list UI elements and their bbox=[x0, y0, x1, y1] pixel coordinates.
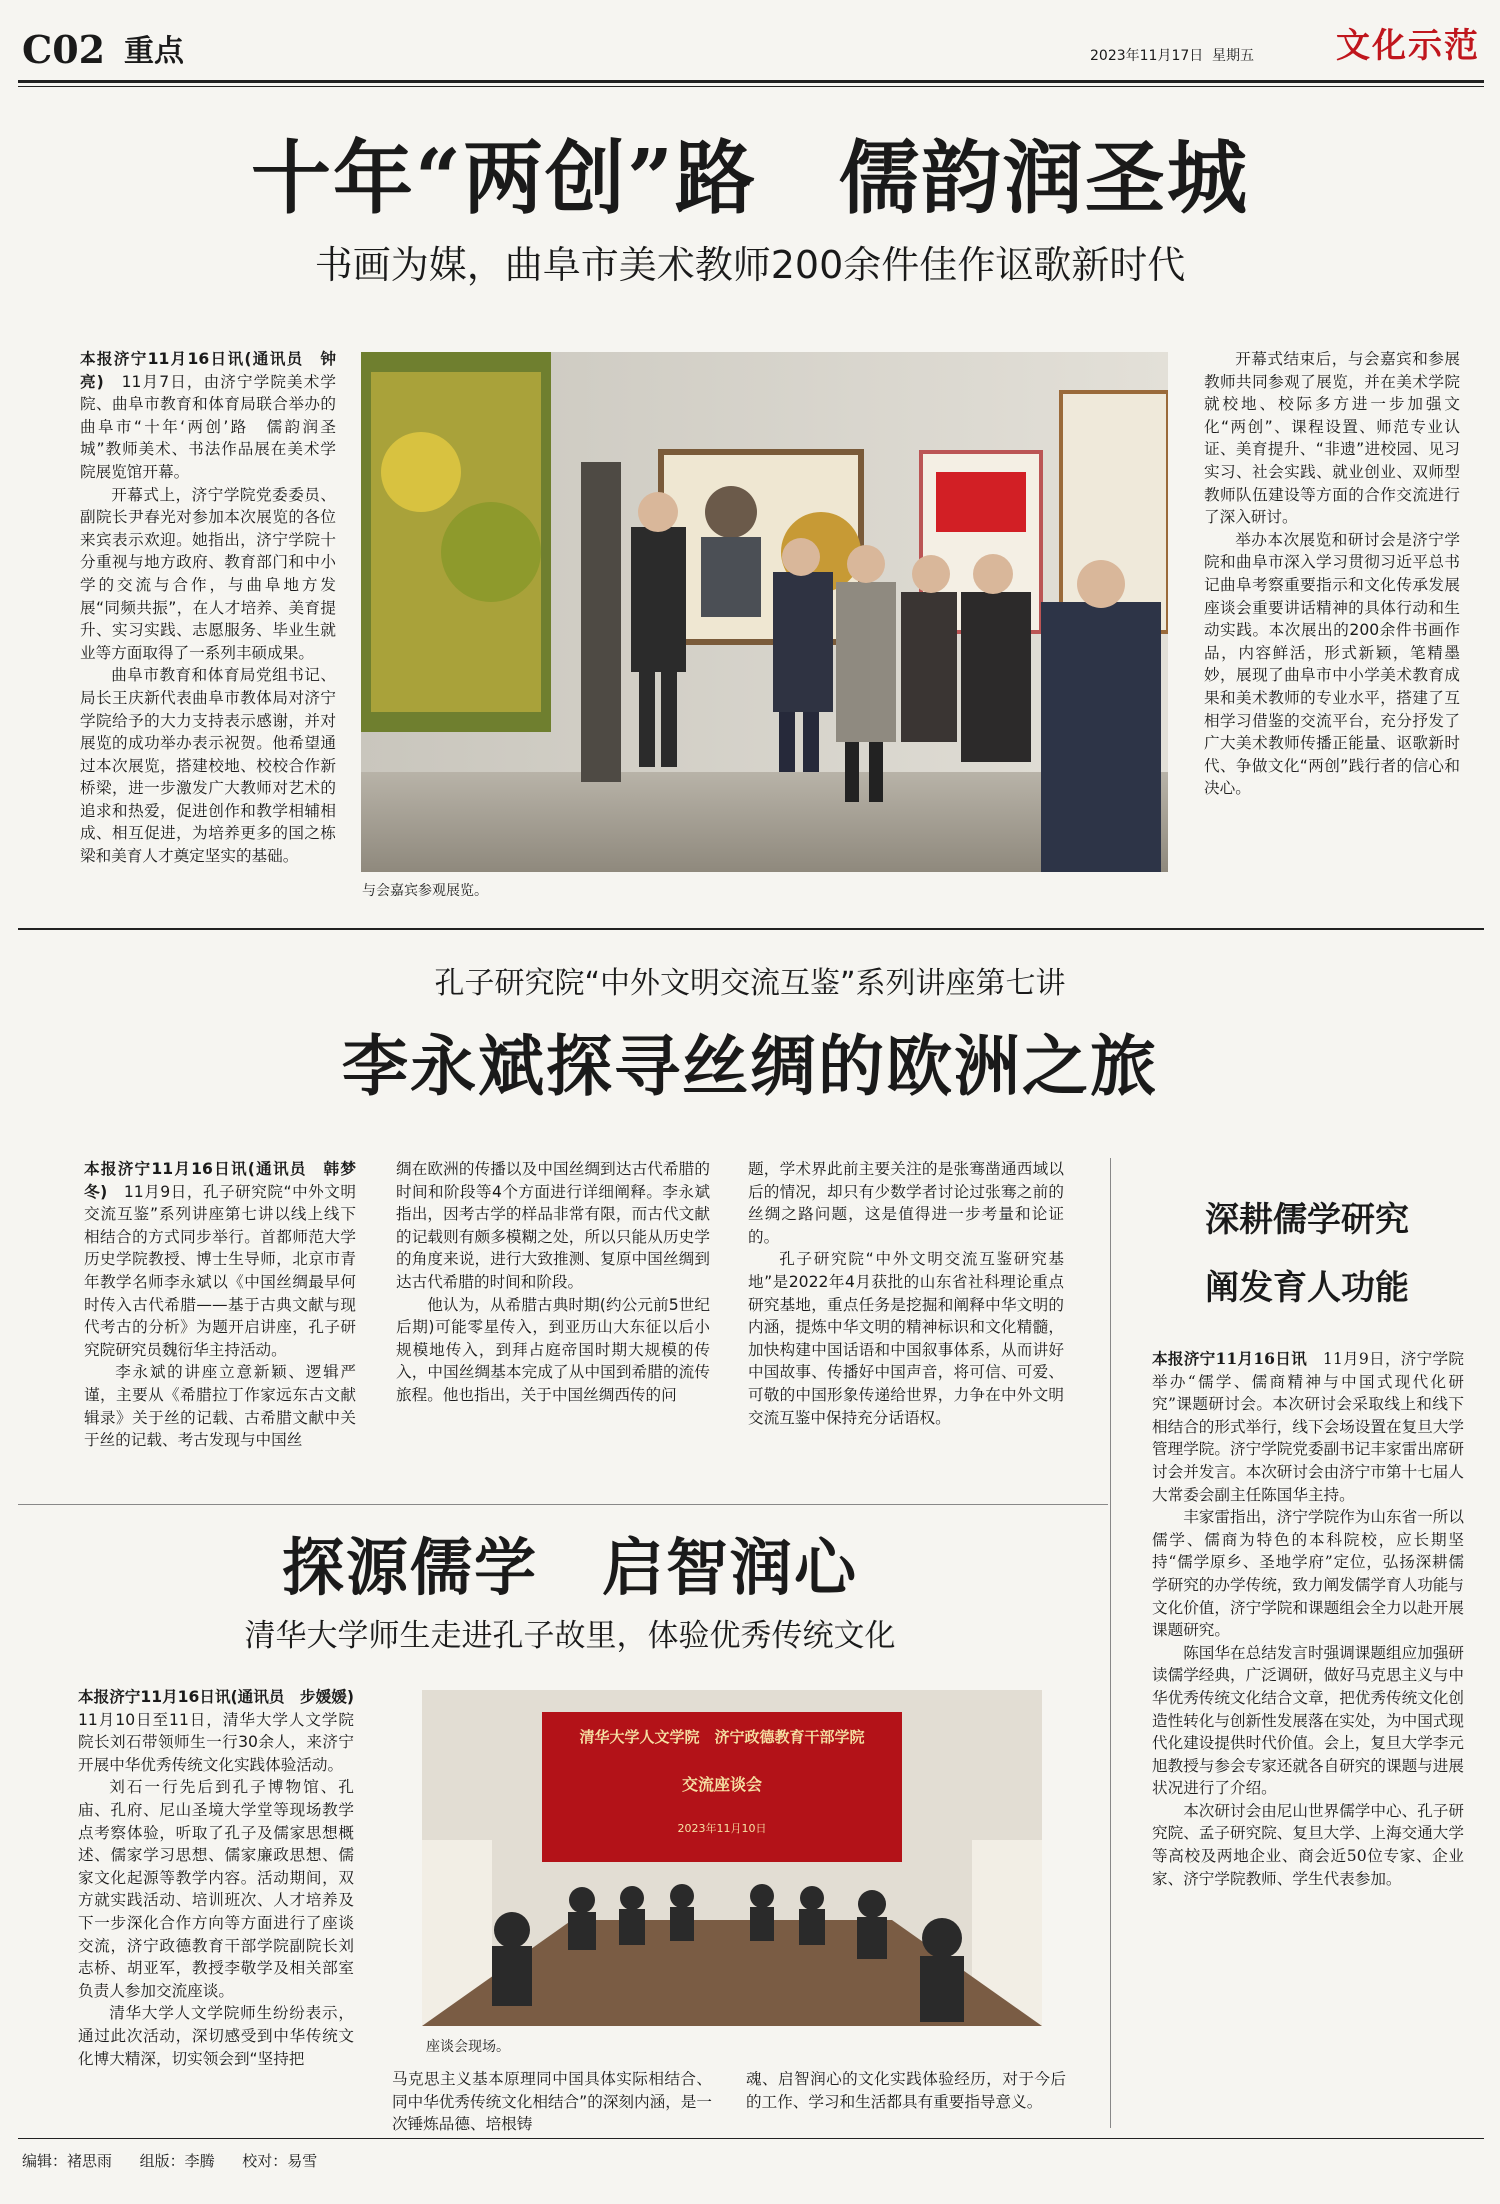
article4-headline-line1: 深耕儒学研究 bbox=[1205, 1200, 1409, 1240]
proof-label: 校对： bbox=[242, 2152, 288, 2170]
proof-name: 易雪 bbox=[287, 2152, 318, 2170]
issue-weekday: 星期五 bbox=[1212, 48, 1254, 64]
article4-paragraph: 本次研讨会由尼山世界儒学中心、孔子研究院、孟子研究院、复旦大学、上海交通大学等高校及两地企业、商会近50位专家、企业家、济宁学院教师、学生代表参加。 bbox=[1152, 1801, 1464, 1888]
page-code: C02 bbox=[22, 27, 106, 72]
article2-paragraph: 绸在欧洲的传播以及中国丝绸到达古代希腊的时间和阶段等4个方面进行详细阐释。李永斌指出，因考古学的样品非常有限，而古代文献的记载则有颇多模糊之处，所以只能从历史学的角度来说，进行大致推测、复原中国丝绸到达古代希腊的时间和阶段。 bbox=[396, 1160, 710, 1291]
issue-date: 2023年11月17日 bbox=[1090, 48, 1204, 64]
article3-col2 bbox=[392, 2068, 712, 2136]
masthead-rule bbox=[18, 80, 1484, 83]
article2-paragraph: 题，学术界此前主要关注的是张骞凿通西域以后的情况，却只有少数学者讨论过张骞之前的丝绸之路问题，这是值得进一步考量和论证的。 bbox=[748, 1160, 1064, 1246]
meeting-photo bbox=[422, 1690, 1042, 2026]
exhibition-photo-image bbox=[361, 352, 1168, 872]
article1-col3 bbox=[1204, 348, 1460, 800]
article1-paragraph: 开幕式结束后，与会嘉宾和参展教师共同参观了展览，并在美术学院就校地、校际多方进一步加强文化“两创”、课程设置、师范专业认证、美育提升、“非遗”进校园、见习实习、社会实践、就业创业、双师型教师队伍建设等方面的合作交流进行了深入研讨。 bbox=[1204, 350, 1460, 527]
editor-name: 褚思雨 bbox=[67, 2152, 113, 2170]
article3-paragraph: 本报济宁11月16日讯(通讯员 步媛媛) 11月10日至11日，清华大学人文学院院长刘石带领师生一行30余人，来济宁开展中华优秀传统文化实践体验活动。 bbox=[78, 1688, 370, 1774]
section-label: 重点 bbox=[124, 34, 184, 69]
meeting-photo-caption: 座谈会现场。 bbox=[426, 2039, 510, 2055]
article4-paragraph: 陈国华在总结发言时强调课题组应加强研读儒学经典，广泛调研，做好马克思主义与中华优秀传统文化结合文章，把优秀传统文化创造性转化与创新性发展落在实处，为中国式现代化建设提供时代价值。会上，复旦大学李元旭教授与参会专家还就各自研究的课题与进展状况进行了介绍。 bbox=[1152, 1643, 1464, 1798]
article4-headline-line2: 阐发育人功能 bbox=[1205, 1268, 1409, 1308]
article2-paragraph: 本报济宁11月16日讯(通讯员 韩梦冬) 11月9日，孔子研究院“中外文明交流互鉴”系列讲座第七讲以线上线下相结合的方式同步举行。首都师范大学历史学院教授、博士生导师，北京市青年教学名师李永斌以《中国丝绸最早何时传入古代希腊——基于古典文献与现代考古的分析》为题开启讲座，孔子研究院研究员魏衍华主持活动。 bbox=[84, 1160, 356, 1359]
article2-headline: 李永斌探寻丝绸的欧洲之旅 bbox=[342, 1027, 1158, 1105]
article2-paragraph: 他认为，从希腊古典时期(约公元前5世纪后期)可能零星传入，到亚历山大东征以后小规模地传入，到拜占庭帝国时期大规模的传入，中国丝绸基本完成了从中国到希腊的流传旅程。他也指出，关于中国丝绸西传的问 bbox=[396, 1295, 710, 1404]
exhibition-photo-caption: 与会嘉宾参观展览。 bbox=[362, 883, 488, 899]
article2-col3 bbox=[748, 1158, 1064, 1429]
column-divider bbox=[1110, 1158, 1111, 2128]
article1-headline: 十年“两创”路 儒韵润圣城 bbox=[250, 131, 1250, 225]
article1-col1 bbox=[80, 348, 336, 868]
article2-paragraph: 李永斌的讲座立意新颖、逻辑严谨，主要从《希腊拉丁作家远东古文献辑录》关于丝的记载、古希腊文献中关于丝的记载、考古发现与中国丝 bbox=[84, 1363, 356, 1450]
article3-paragraph: 刘石一行先后到孔子博物馆、孔庙、孔府、尼山圣境大学堂等现场教学点考察体验，听取了孔子及儒家思想概述、儒家学习思想、儒家廉政思想、儒家文化起源等教学内容。活动期间，双方就实践活动、培训班次、人才培养及下一步深化合作方向等方面进行了座谈交流，济宁政德教育干部学院副院长刘志桥、胡亚军，教授李敬学及相关部室负责人参加交流座谈。 bbox=[78, 1778, 354, 2000]
article3-subhead: 清华大学师生走进孔子故里，体验优秀传统文化 bbox=[244, 1618, 896, 1654]
footer-rule bbox=[18, 2138, 1484, 2139]
layout-label: 组版： bbox=[139, 2152, 185, 2170]
article3-paragraph: 马克思主义基本原理同中国具体实际相结合、同中华优秀传统文化相结合”的深刻内涵，是一次锤炼品德、培根铸 bbox=[392, 2070, 712, 2134]
section-divider bbox=[18, 1504, 1108, 1505]
meeting-banner-date: 2023年11月10日 bbox=[677, 1822, 767, 1835]
article3-headline: 探源儒学 启智润心 bbox=[281, 1531, 858, 1604]
article3-paragraph: 清华大学人文学院师生纷纷表示，通过此次活动，深切感受到中华传统文化博大精深，切实领会到“坚持把 bbox=[78, 2004, 354, 2068]
article2-col2 bbox=[396, 1158, 710, 1407]
editor-label: 编辑： bbox=[22, 2152, 68, 2170]
article1-paragraph: 举办本次展览和研讨会是济宁学院和曲阜市深入学习贯彻习近平总书记曲阜考察重要指示和文化传承发展座谈会重要讲话精神的具体行动和生动实践。本次展出的200余件书画作品，内容鲜活，形式新颖，笔精墨妙，展现了曲阜市中小学美术教育成果和美术教师的专业水平，搭建了互相学习借鉴的交流平台，充分抒发了广大美术教师传播正能量、讴歌新时代、争做文化“两创”践行者的信心和决心。 bbox=[1204, 530, 1460, 798]
footer-credits bbox=[22, 2150, 317, 2171]
article2-paragraph: 孔子研究院“中外文明交流互鉴研究基地”是2022年4月获批的山东省社科理论重点研究基地，重点任务是挖掘和阐释中华文明的内涵，提炼中华文明的精神标识和文化精髓，加快构建中国话语和中国叙事体系，从而讲好中国故事、传播好中国声音，将可信、可爱、可敬的中国形象传递给世界，力争在中外文明交流互鉴中保持充分话语权。 bbox=[748, 1250, 1064, 1427]
article1-paragraph: 本报济宁11月16日讯(通讯员 钟亮) 11月7日，由济宁学院美术学院、曲阜市教育和体育局联合举办的曲阜市“十年‘两创’路 儒韵润圣城”教师美术、书法作品展在美术学院展览馆开幕。 bbox=[80, 350, 336, 481]
masthead-rule-thin bbox=[18, 86, 1484, 87]
meeting-banner-subtitle: 交流座谈会 bbox=[681, 1775, 762, 1794]
article3-col3 bbox=[746, 2068, 1066, 2113]
article1-subhead: 书画为媒，曲阜市美术教师200余件佳作讴歌新时代 bbox=[314, 243, 1186, 287]
article1-paragraph: 开幕式上，济宁学院党委委员、副院长尹春光对参加本次展览的各位来宾表示欢迎。她指出，济宁学院十分重视与地方政府、教育部门和中小学的交流与合作，与曲阜地方发展“同频共振”，在人才培养、美育提升、实习实践、志愿服务、毕业生就业等方面取得了一系列丰硕成果。 bbox=[80, 485, 336, 662]
article2-col1 bbox=[84, 1158, 356, 1452]
section-divider bbox=[18, 928, 1484, 930]
layout-name: 李腾 bbox=[184, 2152, 215, 2170]
article3-paragraph: 魂、启智润心的文化实践体验经历，对于今后的工作、学习和生活都具有重要指导意义。 bbox=[746, 2070, 1066, 2111]
article1-paragraph: 曲阜市教育和体育局党组书记、局长王庆新代表曲阜市教体局对济宁学院给予的大力支持表示感谢，并对展览的成功举办表示祝贺。他希望通过本次展览，搭建校地、校校合作新桥梁，进一步激发广大教师对艺术的追求和热爱，促进创作和教学相辅相成、相互促进，为培养更多的国之栋梁和美育人才奠定坚实的基础。 bbox=[80, 666, 336, 866]
article4-paragraph: 丰家雷指出，济宁学院作为山东省一所以儒学、儒商为特色的本科院校，应长期坚持“儒学原乡、圣地学府”定位，弘扬深耕儒学研究的办学传统，致力阐发儒学育人功能与文化价值，济宁学院和课题组会全力以赴开展课题研究。 bbox=[1152, 1508, 1464, 1640]
article2-kicker: 孔子研究院“中外文明交流互鉴”系列讲座第七讲 bbox=[434, 966, 1066, 1001]
article3-col1 bbox=[78, 1686, 370, 2070]
brand-logo: 文化示范 bbox=[1336, 26, 1480, 66]
article4-paragraph: 本报济宁11月16日讯 11月9日，济宁学院举办“儒学、儒商精神与中国式现代化研究”课题研讨会。本次研讨会采取线上和线下相结合的形式举行，线下会场设置在复旦大学管理学院。济宁学院党委副书记丰家雷出席研讨会并发言。本次研讨会由济宁市第十七届人大常委会副主任陈国华主持。 bbox=[1152, 1349, 1465, 1504]
article4-body bbox=[1152, 1348, 1464, 1890]
meeting-banner-title: 清华大学人文学院 济宁政德教育干部学院 bbox=[579, 1728, 865, 1746]
exhibition-photo bbox=[361, 352, 1168, 872]
